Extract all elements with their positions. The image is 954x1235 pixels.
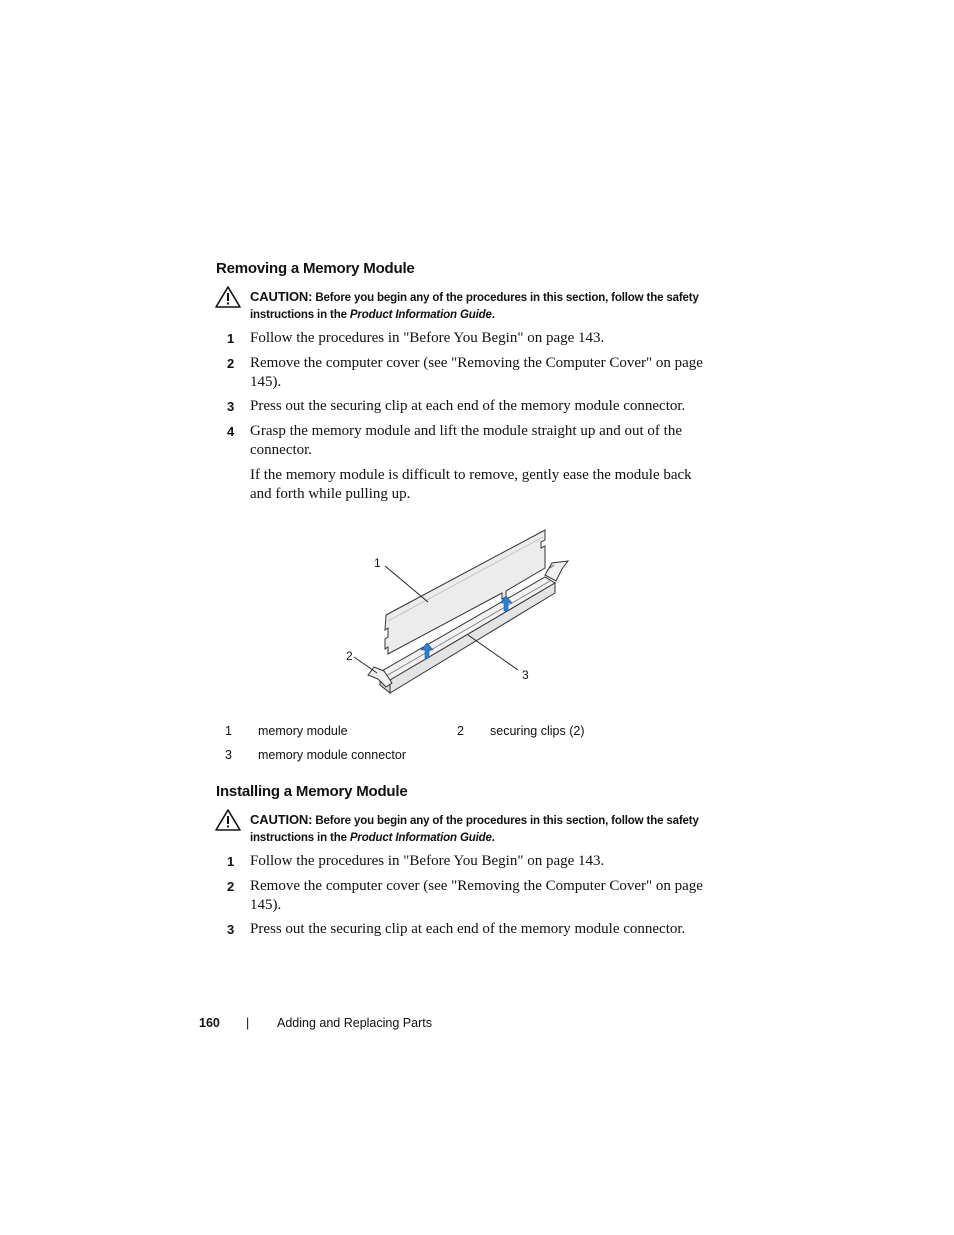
legend-label: memory module [258,724,348,738]
step-text: Follow the procedures in "Before You Begin" on page 143. [250,853,605,869]
step-text: Remove the computer cover (see "Removing the Computer Cover" on page 145). [250,355,703,390]
legend-label: securing clips (2) [490,724,585,738]
step-text: Press out the securing clip at each end of the memory module connector. [250,398,686,414]
figure-callout-1: 1 [374,556,381,570]
step-text: Grasp the memory module and lift the module straight up and out of the connector. [250,423,682,458]
step-text: Follow the procedures in "Before You Begin" on page 143. [250,330,605,346]
legend-label: memory module connector [258,748,406,762]
section-heading-removing: Removing a Memory Module [216,260,415,277]
step-number: 3 [227,399,235,414]
figure-callout-3: 3 [522,668,529,682]
step-number: 3 [227,922,235,937]
legend-number: 2 [457,724,464,738]
caution-icon [215,809,241,831]
step-text: Press out the securing clip at each end of the memory module connector. [250,921,686,937]
step-number: 2 [227,879,235,894]
legend-number: 1 [225,724,232,738]
footer-separator: | [246,1016,250,1030]
caution-note [250,288,720,324]
step-number: 1 [227,331,235,346]
section-heading-installing: Installing a Memory Module [216,783,408,800]
step-number: 4 [227,424,235,439]
caution-note [250,811,720,847]
footer-section-title: Adding and Replacing Parts [277,1016,432,1030]
legend-number: 3 [225,748,232,762]
caution-guide-title: Product Information Guide [349,832,492,844]
step-text: Remove the computer cover (see "Removing the Computer Cover" on page 145). [250,878,703,913]
caution-label: CAUTION: [250,289,313,304]
caution-end: . [491,832,495,844]
caution-icon [215,286,241,308]
step-note: If the memory module is difficult to remove, gently ease the module back and forth while pulling up. [250,467,692,502]
page-number: 160 [199,1016,220,1030]
step-number: 2 [227,356,235,371]
caution-text: Before you begin any of the procedures in this section, follow the safety instructions in the [250,815,699,844]
caution-label: CAUTION: [250,812,313,827]
figure-callout-2: 2 [346,649,353,663]
caution-text: Before you begin any of the procedures in this section, follow the safety instructions in the [250,292,699,321]
caution-end: . [491,309,495,321]
caution-guide-title: Product Information Guide [349,309,492,321]
memory-module-illustration [340,525,580,705]
step-number: 1 [227,854,235,869]
